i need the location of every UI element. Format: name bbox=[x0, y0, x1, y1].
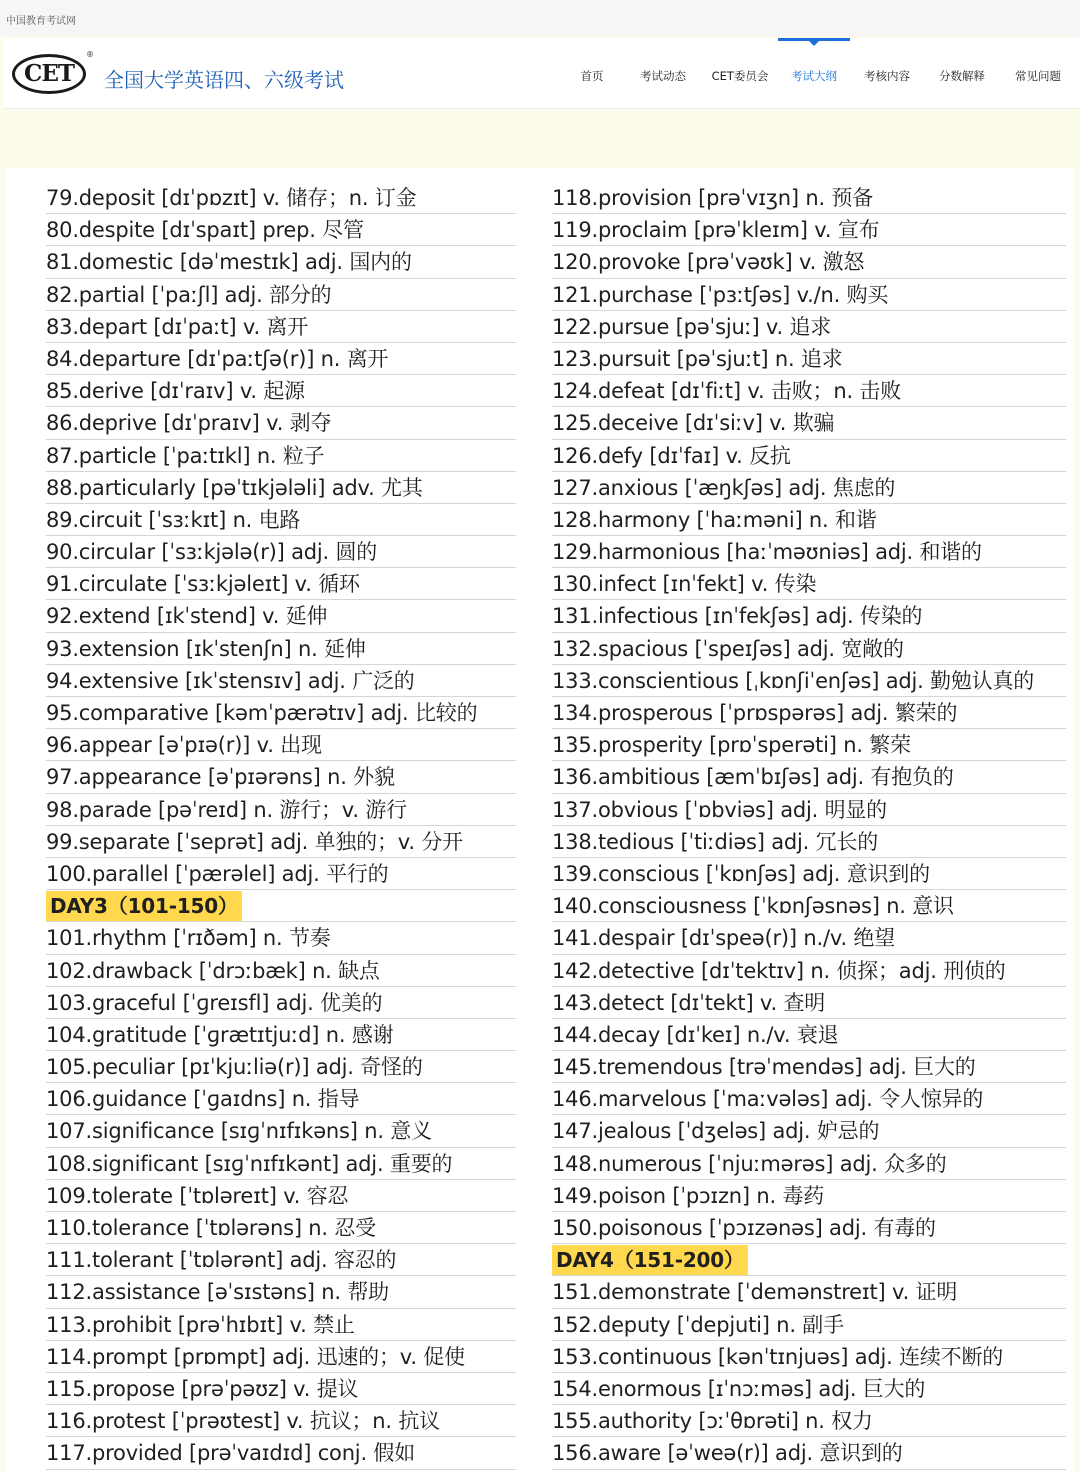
vocab-entry bbox=[46, 858, 516, 890]
vocab-text: 83.depart [dɪˈpaːt] v. 离开 bbox=[46, 314, 309, 339]
vocab-text: 117.provided [prəˈvaɪdɪd] conj. 假如 bbox=[46, 1441, 415, 1466]
vocab-text: 79.deposit [dɪˈpɒzɪt] v. 储存；n. 订金 bbox=[46, 186, 417, 210]
vocab-text: 116.protest [ˈprəʊtest] v. 抗议；n. 抗议 bbox=[46, 1409, 440, 1434]
vocab-entry bbox=[46, 1180, 516, 1212]
vocab-entry bbox=[46, 1083, 516, 1115]
vocab-text: 82.partial [ˈpaːʃl] adj. 部分的 bbox=[46, 282, 332, 307]
site-title[interactable]: 全国大学英语四、六级考试 bbox=[104, 68, 344, 92]
vocab-entry bbox=[46, 1373, 516, 1405]
vocab-entry bbox=[552, 1180, 1066, 1212]
vocab-text: 91.circulate [ˈsɜːkjəleɪt] v. 循环 bbox=[46, 572, 360, 597]
vocab-entry bbox=[552, 568, 1066, 600]
vocab-text: 130.infect [ɪnˈfekt] v. 传染 bbox=[552, 572, 817, 597]
vocab-entry bbox=[552, 665, 1066, 697]
vocab-entry bbox=[46, 407, 516, 439]
vocab-text: 124.defeat [dɪˈfiːt] v. 击败；n. 击败 bbox=[552, 379, 902, 404]
nav-item[interactable] bbox=[703, 38, 777, 108]
vocab-text: 141.despair [dɪˈspeə(r)] n./v. 绝望 bbox=[552, 926, 895, 951]
nav-item[interactable] bbox=[778, 38, 850, 108]
registered-mark: ® bbox=[86, 50, 94, 59]
vocab-text: 156.aware [əˈweə(r)] adj. 意识到的 bbox=[552, 1441, 903, 1466]
vocab-text: 97.appearance [əˈpɪərəns] n. 外貌 bbox=[46, 765, 395, 790]
vocab-text: 134.prosperous [ˈprɒspərəs] adj. 繁荣的 bbox=[552, 701, 958, 725]
vocab-entry bbox=[46, 794, 516, 826]
vocab-text: 101.rhythm [ˈrɪðəm] n. 节奏 bbox=[46, 926, 331, 951]
vocab-entry bbox=[46, 472, 516, 504]
vocab-text: 148.numerous [ˈnjuːmərəs] adj. 众多的 bbox=[552, 1151, 947, 1176]
vocab-text: 144.decay [dɪˈkeɪ] n./v. 衰退 bbox=[552, 1022, 839, 1047]
vocab-entry bbox=[46, 279, 516, 311]
vocab-entry bbox=[552, 1115, 1066, 1147]
vocab-entry bbox=[46, 826, 516, 858]
vocab-entry bbox=[46, 697, 516, 729]
day-label: DAY3（101-150） bbox=[46, 891, 242, 921]
vocab-entry bbox=[46, 1244, 516, 1276]
vocab-entry bbox=[46, 1276, 516, 1308]
site-name: 中国教育考试网 bbox=[6, 16, 76, 27]
vocab-text: 94.extensive [ɪkˈstensɪv] adj. 广泛的 bbox=[46, 668, 415, 693]
vocab-text: 92.extend [ɪkˈstend] v. 延伸 bbox=[46, 604, 328, 629]
vocab-entry bbox=[552, 1405, 1066, 1437]
vocab-text: 102.drawback [ˈdrɔːbæk] n. 缺点 bbox=[46, 958, 380, 983]
vocab-entry bbox=[46, 182, 516, 214]
vocab-entry bbox=[46, 1051, 516, 1083]
vocab-text: 86.deprive [dɪˈpraɪv] v. 剥夺 bbox=[46, 411, 332, 436]
vocab-text: 120.provoke [prəˈvəʊk] v. 激怒 bbox=[552, 250, 865, 275]
vocab-text: 133.conscientious [ˌkɒnʃiˈenʃəs] adj. 勤勉认真的 bbox=[552, 668, 1035, 693]
vocab-entry bbox=[46, 922, 516, 954]
vocab-text: 98.parade [pəˈreɪd] n. 游行；v. 游行 bbox=[46, 797, 407, 822]
vocab-entry bbox=[552, 246, 1066, 278]
vocab-entry bbox=[46, 729, 516, 761]
vocab-text: 100.parallel [ˈpærəlel] adj. 平行的 bbox=[46, 861, 389, 886]
vocab-text: 113.prohibit [prəˈhɪbɪt] v. 禁止 bbox=[46, 1312, 355, 1337]
vocab-text: 132.spacious [ˈspeɪʃəs] adj. 宽敞的 bbox=[552, 636, 904, 661]
vocab-entry bbox=[46, 440, 516, 472]
vocab-entry bbox=[46, 311, 516, 343]
vocab-text: 125.deceive [dɪˈsiːv] v. 欺骗 bbox=[552, 411, 835, 436]
vocab-entry bbox=[46, 375, 516, 407]
vocab-entry bbox=[46, 504, 516, 536]
vocab-entry bbox=[552, 955, 1066, 987]
vocab-text: 118.provision [prəˈvɪʒn] n. 预备 bbox=[552, 186, 874, 210]
vocab-text: 84.departure [dɪˈpaːtʃə(r)] n. 离开 bbox=[46, 346, 389, 371]
vocab-text: 151.demonstrate [ˈdemənstreɪt] v. 证明 bbox=[552, 1280, 958, 1305]
vocab-text: 81.domestic [dəˈmestɪk] adj. 国内的 bbox=[46, 250, 412, 275]
vocab-text: 105.peculiar [pɪˈkjuːliə(r)] adj. 奇怪的 bbox=[46, 1055, 423, 1080]
vocab-entry bbox=[552, 1083, 1066, 1115]
vocab-entry bbox=[552, 1373, 1066, 1405]
vocab-entry bbox=[552, 343, 1066, 375]
vocab-entry bbox=[46, 987, 516, 1019]
vocab-text: 96.appear [əˈpɪə(r)] v. 出现 bbox=[46, 733, 322, 758]
vocab-text: 129.harmonious [haːˈməʊniəs] adj. 和谐的 bbox=[552, 540, 982, 565]
vocab-text: 126.defy [dɪˈfaɪ] v. 反抗 bbox=[552, 443, 791, 468]
vocab-text: 109.tolerate [ˈtɒləreɪt] v. 容忍 bbox=[46, 1183, 349, 1208]
vocab-entry bbox=[552, 1437, 1066, 1469]
vocab-entry bbox=[552, 440, 1066, 472]
vocab-entry bbox=[552, 375, 1066, 407]
vocab-entry bbox=[46, 955, 516, 987]
vocab-text: 114.prompt [prɒmpt] adj. 迅速的；v. 促使 bbox=[46, 1344, 465, 1369]
vocab-content bbox=[6, 168, 1074, 1473]
nav-item[interactable] bbox=[1001, 38, 1075, 108]
vocab-entry bbox=[552, 633, 1066, 665]
vocab-entry bbox=[552, 1051, 1066, 1083]
vocab-entry bbox=[552, 922, 1066, 954]
vocab-text: 119.proclaim [prəˈkleɪm] v. 宣布 bbox=[552, 218, 880, 243]
vocab-text: 104.gratitude [ˈɡrætɪtjuːd] n. 感谢 bbox=[46, 1022, 394, 1047]
vocab-entry bbox=[552, 279, 1066, 311]
nav-label: 分数解释 bbox=[939, 69, 985, 83]
vocab-text: 107.significance [sɪɡˈnɪfɪkəns] n. 意义 bbox=[46, 1119, 432, 1144]
vocab-entry bbox=[46, 633, 516, 665]
vocab-entry bbox=[552, 536, 1066, 568]
vocab-entry bbox=[552, 311, 1066, 343]
nav-item[interactable] bbox=[852, 38, 922, 108]
vocab-text: 128.harmony [ˈhaːməni] n. 和谐 bbox=[552, 507, 877, 532]
vocab-text: 112.assistance [əˈsɪstəns] n. 帮助 bbox=[46, 1280, 389, 1305]
vocab-text: 154.enormous [ɪˈnɔːməs] adj. 巨大的 bbox=[552, 1376, 926, 1401]
nav-label: 首页 bbox=[580, 69, 604, 83]
vocab-entry bbox=[46, 1212, 516, 1244]
vocab-text: 152.deputy [ˈdepjuti] n. 副手 bbox=[552, 1312, 844, 1337]
browser-top-strip bbox=[0, 0, 1080, 36]
vocab-entry bbox=[46, 246, 516, 278]
vocab-entry bbox=[46, 214, 516, 246]
vocab-entry bbox=[46, 665, 516, 697]
vocab-entry bbox=[46, 1405, 516, 1437]
vocab-entry bbox=[552, 1276, 1066, 1308]
nav-label: 考试大纲 bbox=[791, 69, 837, 83]
vocab-entry bbox=[46, 1019, 516, 1051]
vocab-text: 121.purchase [ˈpɜːtʃəs] v./n. 购买 bbox=[552, 282, 889, 307]
vocab-entry bbox=[552, 600, 1066, 632]
vocab-entry bbox=[46, 600, 516, 632]
day-section-header bbox=[46, 890, 516, 922]
vocab-text: 108.significant [sɪɡˈnɪfɪkənt] adj. 重要的 bbox=[46, 1151, 453, 1176]
vocab-text: 149.poison [ˈpɔɪzn] n. 毒药 bbox=[552, 1183, 825, 1208]
nav-item[interactable] bbox=[628, 38, 698, 108]
vocab-text: 131.infectious [ɪnˈfekʃəs] adj. 传染的 bbox=[552, 604, 923, 629]
vocab-entry bbox=[552, 1019, 1066, 1051]
vocab-entry bbox=[552, 214, 1066, 246]
vocab-entry bbox=[552, 1212, 1066, 1244]
vocab-text: 137.obvious [ˈɒbviəs] adj. 明显的 bbox=[552, 797, 887, 822]
vocab-text: 153.continuous [kənˈtɪnjuəs] adj. 连续不断的 bbox=[552, 1344, 1004, 1369]
vocab-text: 110.tolerance [ˈtɒlərəns] n. 忍受 bbox=[46, 1216, 376, 1240]
day-section-header bbox=[552, 1244, 1066, 1276]
vocab-text: 136.ambitious [æmˈbɪʃəs] adj. 有抱负的 bbox=[552, 765, 954, 790]
vocab-entry bbox=[46, 568, 516, 600]
vocab-text: 87.particle [ˈpaːtɪkl] n. 粒子 bbox=[46, 443, 325, 468]
nav-item[interactable] bbox=[564, 38, 620, 108]
vocab-entry bbox=[46, 761, 516, 793]
vocab-entry bbox=[552, 472, 1066, 504]
nav-label: 常见问题 bbox=[1015, 69, 1061, 83]
vocab-entry bbox=[552, 1309, 1066, 1341]
vocab-entry bbox=[46, 1437, 516, 1469]
vocab-entry bbox=[552, 1148, 1066, 1180]
nav-item[interactable] bbox=[926, 38, 998, 108]
vocab-text: 103.graceful [ˈɡreɪsfl] adj. 优美的 bbox=[46, 990, 383, 1015]
vocab-entry bbox=[46, 1341, 516, 1373]
vocab-text: 106.guidance [ˈɡaɪdns] n. 指导 bbox=[46, 1087, 360, 1112]
vocab-text: 93.extension [ɪkˈstenʃn] n. 延伸 bbox=[46, 636, 366, 661]
vocab-column-left bbox=[46, 182, 516, 1470]
vocab-text: 155.authority [ɔːˈθɒrəti] n. 权力 bbox=[552, 1409, 873, 1434]
vocab-text: 138.tedious [ˈtiːdiəs] adj. 冗长的 bbox=[552, 829, 879, 854]
vocab-text: 115.propose [prəˈpəʊz] v. 提议 bbox=[46, 1376, 359, 1401]
vocab-text: 145.tremendous [trəˈmendəs] adj. 巨大的 bbox=[552, 1055, 976, 1080]
vocab-text: 127.anxious [ˈæŋkʃəs] adj. 焦虑的 bbox=[552, 475, 896, 500]
vocab-text: 150.poisonous [ˈpɔɪzənəs] adj. 有毒的 bbox=[552, 1216, 936, 1240]
vocab-entry bbox=[46, 1309, 516, 1341]
vocab-text: 90.circular [ˈsɜːkjələ(r)] adj. 圆的 bbox=[46, 540, 378, 565]
vocab-text: 123.pursuit [pəˈsjuːt] n. 追求 bbox=[552, 346, 843, 371]
vocab-text: 140.consciousness [ˈkɒnʃəsnəs] n. 意识 bbox=[552, 894, 954, 919]
cet-logo[interactable]: CET bbox=[12, 54, 86, 94]
vocab-entry bbox=[552, 826, 1066, 858]
vocab-text: 95.comparative [kəmˈpærətɪv] adj. 比较的 bbox=[46, 701, 478, 725]
vocab-entry bbox=[552, 858, 1066, 890]
vocab-entry bbox=[552, 504, 1066, 536]
vocab-entry bbox=[552, 987, 1066, 1019]
day-label: DAY4（151-200） bbox=[552, 1245, 748, 1275]
vocab-text: 111.tolerant [ˈtɒlərənt] adj. 容忍的 bbox=[46, 1248, 397, 1273]
vocab-column-right bbox=[552, 182, 1066, 1470]
vocab-entry bbox=[552, 697, 1066, 729]
vocab-text: 89.circuit [ˈsɜːkɪt] n. 电路 bbox=[46, 507, 301, 532]
vocab-entry bbox=[552, 407, 1066, 439]
active-indicator-icon bbox=[808, 40, 820, 46]
vocab-entry bbox=[46, 1148, 516, 1180]
nav-label: 考试动态 bbox=[640, 69, 686, 83]
vocab-entry bbox=[46, 343, 516, 375]
vocab-text: 139.conscious [ˈkɒnʃəs] adj. 意识到的 bbox=[552, 861, 930, 886]
vocab-text: 88.particularly [pəˈtɪkjələli] adv. 尤其 bbox=[46, 475, 423, 500]
vocab-entry bbox=[46, 536, 516, 568]
vocab-entry bbox=[46, 1115, 516, 1147]
vocab-text: 85.derive [dɪˈraɪv] v. 起源 bbox=[46, 379, 305, 404]
vocab-text: 99.separate [ˈseprət] adj. 单独的；v. 分开 bbox=[46, 829, 463, 854]
vocab-entry bbox=[552, 890, 1066, 922]
vocab-text: 147.jealous [ˈdʒeləs] adj. 妒忌的 bbox=[552, 1119, 880, 1144]
vocab-entry bbox=[552, 794, 1066, 826]
vocab-text: 80.despite [dɪˈspaɪt] prep. 尽管 bbox=[46, 218, 364, 243]
vocab-text: 142.detective [dɪˈtektɪv] n. 侦探；adj. 刑侦的 bbox=[552, 958, 1006, 983]
site-header bbox=[4, 38, 1080, 109]
vocab-entry bbox=[552, 729, 1066, 761]
vocab-entry bbox=[552, 182, 1066, 214]
vocab-entry bbox=[552, 761, 1066, 793]
vocab-entry bbox=[552, 1341, 1066, 1373]
vocab-text: 143.detect [dɪˈtekt] v. 查明 bbox=[552, 990, 826, 1015]
vocab-text: 135.prosperity [prɒˈsperəti] n. 繁荣 bbox=[552, 733, 911, 758]
vocab-text: 122.pursue [pəˈsjuː] v. 追求 bbox=[552, 314, 832, 339]
vocab-text: 146.marvelous [ˈmaːvələs] adj. 令人惊异的 bbox=[552, 1087, 984, 1112]
nav-label: CET委员会 bbox=[711, 69, 769, 83]
nav-label: 考核内容 bbox=[864, 69, 910, 83]
